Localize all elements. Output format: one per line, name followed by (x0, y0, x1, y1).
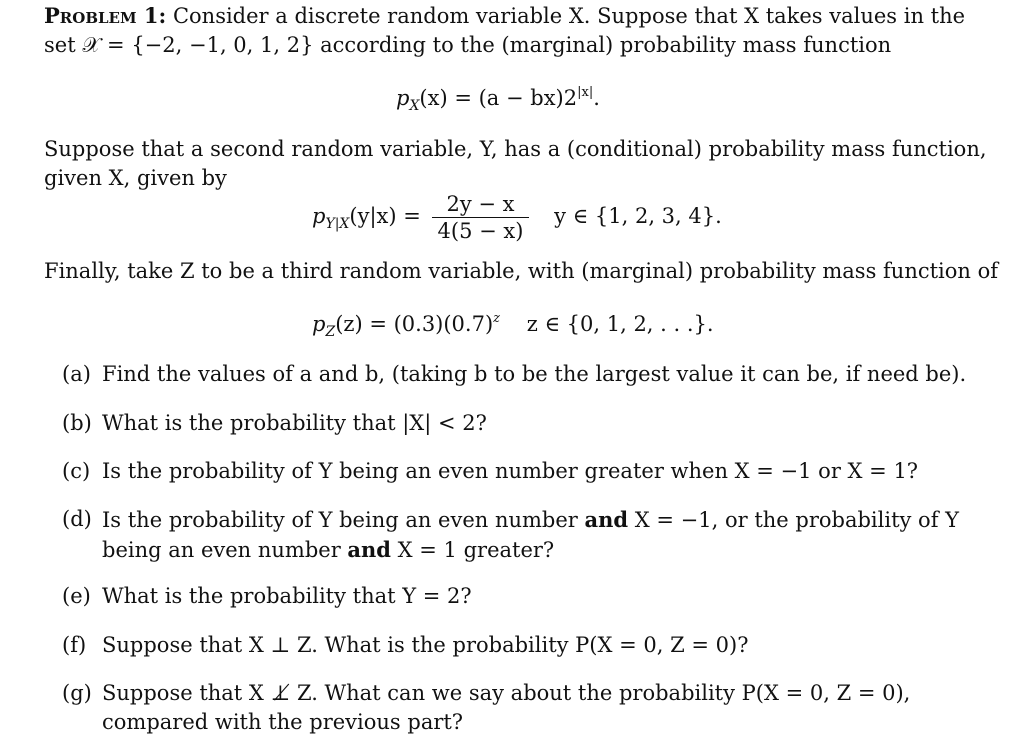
intro-text-2: set 𝒳 = {−2, −1, 0, 1, 2} according to the (marginal) probability mass function (44, 33, 892, 57)
problem-intro-line-2 (44, 31, 891, 59)
fraction-numerator: 2y − x (432, 191, 530, 218)
part-g: (g) Suppose that X ⊥̸ Z. What can we say about the probability P(X = 0, Z = 0), compared with the previous part? (62, 681, 911, 734)
problem-heading: Problem 1: (44, 3, 167, 28)
equation-pyx: $p_{Y|X}(y|x)$ = $\frac{2y - x}{4(5 - x)}$ y ∈ {1, 2, 3, 4}. (312, 192, 722, 243)
part-e: (e) What is the probability that Y = 2? (62, 584, 472, 608)
part-b: (b) What is the probability that |X| < 2? (62, 411, 487, 435)
part-f: (f) Suppose that X ⊥ Z. What is the probability P(X = 0, Z = 0)? (62, 633, 749, 657)
paragraph-2-line-1: Suppose that a second random variable, Y, has a (conditional) probability mass function, (44, 137, 987, 161)
fraction (432, 191, 530, 244)
part-d: (d) Is the probability of Y being an even number and X = −1, or the probability of Y being an even number and X = 1 greater? (62, 507, 960, 562)
part-c: (c) Is the probability of Y being an even number greater when X = −1 or X = 1? (62, 459, 919, 483)
intro-text-1: Consider a discrete random variable X. Suppose that X takes values in the (172, 4, 966, 28)
paragraph-3: Finally, take Z to be a third random variable, with (marginal) probability mass function of (44, 259, 999, 283)
problem-intro-line-1 (44, 2, 965, 30)
part-a: (a) Find the values of a and b, (taking b to be the largest value it can be, if need be). (62, 362, 967, 386)
fraction-denominator: 4(5 − x) (437, 219, 524, 243)
paragraph-2-line-2: given X, given by (44, 166, 227, 190)
equation-px: $p_X(x) = (a - bx)2^{|x|}$. (396, 85, 600, 114)
equation-pz: $p_Z(z) = (0.3)(0.7)^z$ z ∈ {0, 1, 2, . . .}. (312, 311, 714, 340)
